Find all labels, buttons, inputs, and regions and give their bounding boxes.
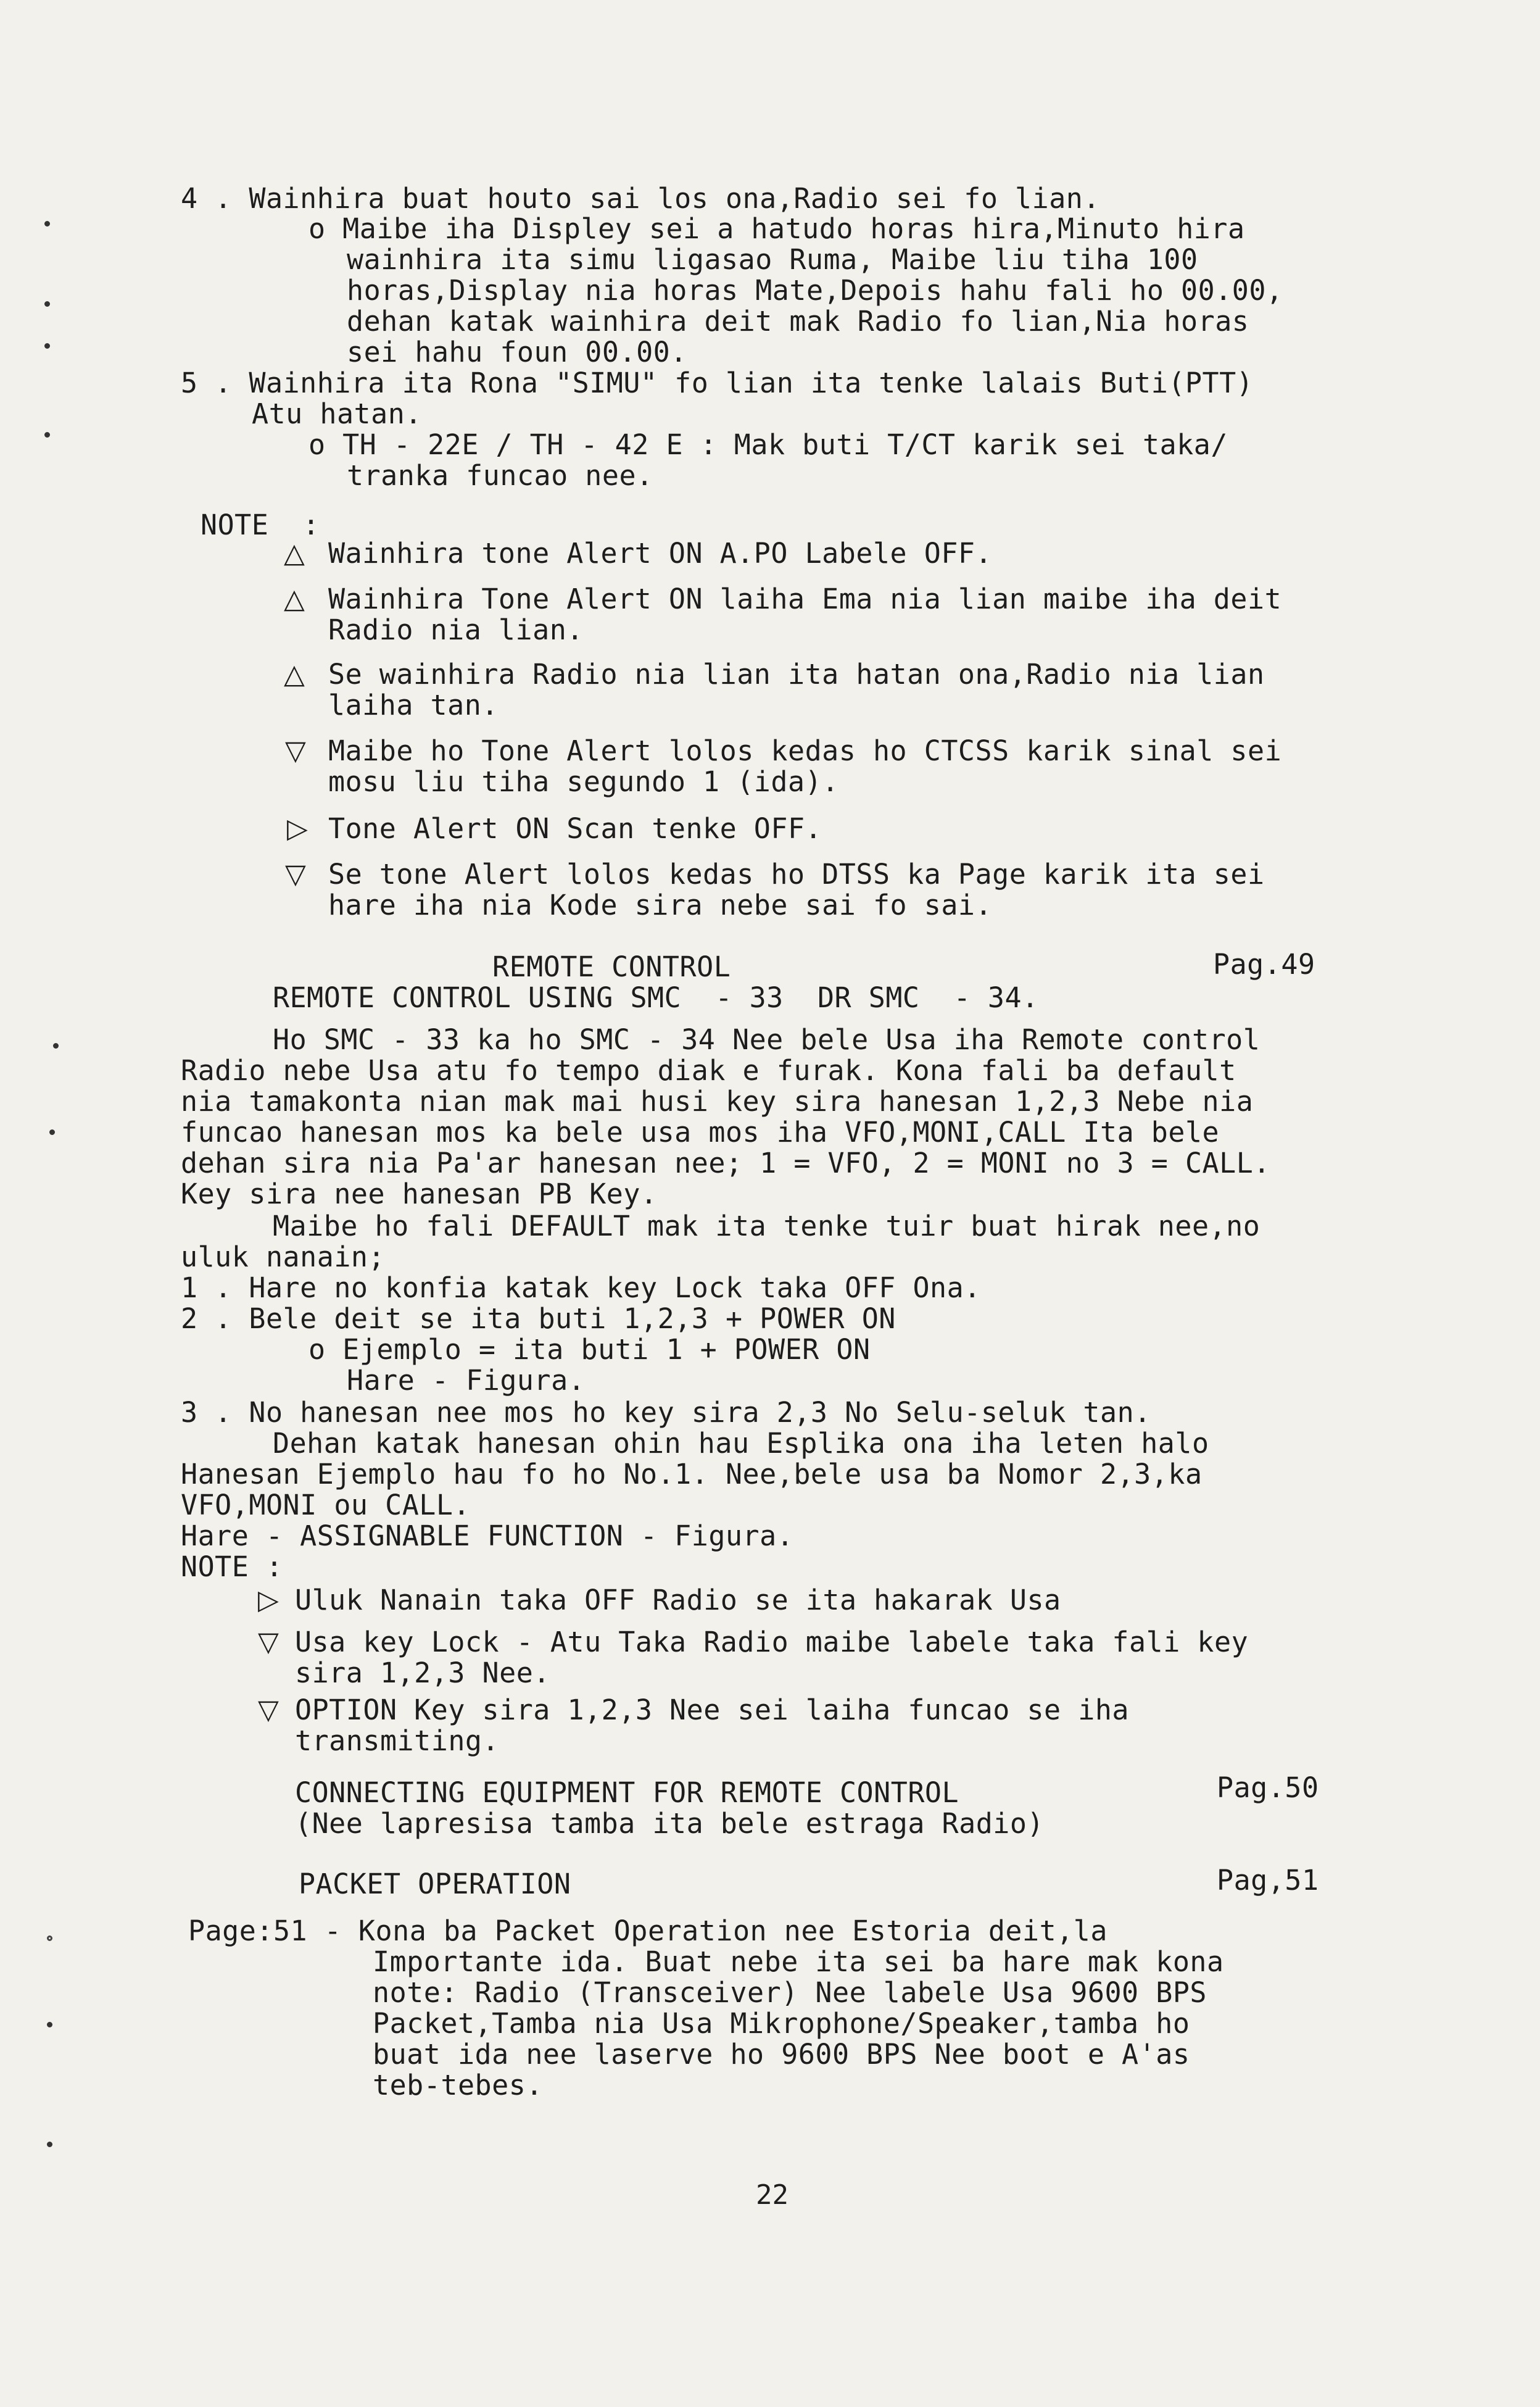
text-line: Maibe ho Tone Alert lolos kedas ho CTCSS karik sinal sei [328, 734, 1282, 767]
text-line: Radio nia lian. [328, 613, 584, 646]
text-line: Dehan katak hanesan ohin hau Esplika ona iha leten halo [273, 1427, 1209, 1460]
margin-dot [44, 221, 50, 227]
text-line: (Nee lapresisa tamba ita bele estraga Radio) [295, 1807, 1045, 1840]
text-line: tranka funcao nee. [347, 459, 653, 492]
note-heading: NOTE : [181, 1550, 283, 1583]
section-title: REMOTE CONTROL [492, 950, 731, 983]
warning-triangle-icon: △ [284, 659, 305, 690]
section-title: PACKET OPERATION [299, 1868, 571, 1900]
text-line: o Maibe iha Displey sei a hatudo horas hira,Minuto hira [308, 212, 1245, 245]
text-line: Radio nebe Usa atu fo tempo diak e furak. Kona fali ba default [181, 1054, 1236, 1087]
text-line: 2 . Bele deit se ita buti 1,2,3 + POWER ON [181, 1302, 896, 1335]
warning-triangle-icon: △ [284, 583, 305, 615]
text-line: uluk nanain; [181, 1241, 386, 1273]
margin-dot [44, 301, 50, 307]
text-line: Usa key Lock - Atu Taka Radio maibe labele taka fali key [295, 1626, 1249, 1658]
text-line: Hare - Figura. [347, 1364, 586, 1397]
text-line: Se wainhira Radio nia lian ita hatan ona,Radio nia lian [328, 658, 1265, 691]
text-line: 1 . Hare no konfia katak key Lock taka OFF Ona. [181, 1271, 981, 1304]
text-line: 4 . Wainhira buat houto sai los ona,Radio sei fo lian. [181, 182, 1100, 215]
text-line: VFO,MONI ou CALL. [181, 1489, 471, 1521]
text-line: o Ejemplo = ita buti 1 + POWER ON [308, 1333, 871, 1366]
margin-dot [53, 1043, 59, 1049]
triangle-down-icon: ▽ [285, 858, 306, 890]
page-reference: Pag,51 [1217, 1864, 1319, 1897]
section-title: CONNECTING EQUIPMENT FOR REMOTE CONTROL [295, 1776, 959, 1809]
text-line: note: Radio (Transceiver) Nee labele Usa 9600 BPS [373, 1976, 1207, 2009]
text-line: sira 1,2,3 Nee. [295, 1657, 550, 1689]
triangle-right-icon: ▷ [258, 1584, 279, 1616]
text-line: Uluk Nanain taka OFF Radio se ita hakarak Usa [295, 1584, 1061, 1616]
text-line: funcao hanesan mos ka bele usa mos iha VFO,MONI,CALL Ita bele [181, 1116, 1220, 1149]
triangle-right-icon: ▷ [287, 813, 308, 844]
text-line: Wainhira tone Alert ON A.PO Labele OFF. [328, 537, 993, 570]
text-line: Packet,Tamba nia Usa Mikrophone/Speaker,tamba ho [373, 2007, 1190, 2040]
text-line: dehan sira nia Pa'ar hanesan nee; 1 = VFO, 2 = MONI no 3 = CALL. [181, 1147, 1270, 1179]
triangle-down-icon: ▽ [258, 1626, 279, 1658]
text-line: OPTION Key sira 1,2,3 Nee sei laiha funcao se iha [295, 1694, 1130, 1726]
note-heading: NOTE : [201, 509, 320, 541]
text-line: Importante ida. Buat nebe ita sei ba hare mak kona [373, 1945, 1224, 1978]
text-line: o TH - 22E / TH - 42 E : Mak buti T/CT karik sei taka/ [308, 428, 1228, 461]
margin-dot [47, 2022, 52, 2027]
text-line: dehan katak wainhira deit mak Radio fo lian,Nia horas [347, 305, 1249, 338]
margin-dot [49, 1129, 55, 1135]
text-line: laiha tan. [328, 689, 499, 721]
text-line: Page:51 - Kona ba Packet Operation nee Estoria deit,la [188, 1914, 1107, 1947]
text-line: Atu hatan. [252, 397, 422, 430]
text-line: 5 . Wainhira ita Rona "SIMU" fo lian ita tenke lalais Buti(PTT) [181, 367, 1254, 399]
triangle-down-icon: ▽ [258, 1694, 279, 1726]
text-line: hare iha nia Kode sira nebe sai fo sai. [328, 889, 993, 921]
page-reference: Pag.50 [1217, 1771, 1319, 1804]
text-line: Tone Alert ON Scan tenke OFF. [328, 812, 822, 845]
page-reference: Pag.49 [1213, 948, 1315, 981]
page-number: 22 [756, 2179, 789, 2211]
text-line: Hare - ASSIGNABLE FUNCTION - Figura. [181, 1519, 794, 1552]
margin-dot [47, 2142, 52, 2147]
text-line: Ho SMC - 33 ka ho SMC - 34 Nee bele Usa iha Remote control [273, 1023, 1261, 1056]
text-line: mosu liu tiha segundo 1 (ida). [328, 765, 839, 798]
text-line: Wainhira Tone Alert ON laiha Ema nia lian maibe iha deit [328, 583, 1282, 615]
text-line: 3 . No hanesan nee mos ho key sira 2,3 No Selu-seluk tan. [181, 1396, 1151, 1429]
text-line: Maibe ho fali DEFAULT mak ita tenke tuir buat hirak nee,no [273, 1210, 1261, 1242]
text-line: Key sira nee hanesan PB Key. [181, 1178, 658, 1210]
text-line: buat ida nee laserve ho 9600 BPS Nee boot e A'as [373, 2038, 1190, 2071]
text-line: horas,Display nia horas Mate,Depois hahu fali ho 00.00, [347, 274, 1283, 307]
text-line: Se tone Alert lolos kedas ho DTSS ka Page karik ita sei [328, 858, 1265, 891]
warning-triangle-icon: △ [284, 538, 305, 569]
text-line: Hanesan Ejemplo hau fo ho No.1. Nee,bele usa ba Nomor 2,3,ka [181, 1458, 1203, 1490]
triangle-down-icon: ▽ [285, 735, 306, 767]
text-line: teb-tebes. [373, 2069, 543, 2101]
margin-dot [44, 343, 50, 349]
text-line: transmiting. [295, 1724, 500, 1757]
text-line: sei hahu foun 00.00. [347, 336, 687, 368]
margin-ring [47, 1935, 52, 1941]
text-line: wainhira ita simu ligasao Ruma, Maibe liu tiha 100 [347, 243, 1198, 276]
section-subtitle: REMOTE CONTROL USING SMC - 33 DR SMC - 34. [273, 981, 1039, 1014]
text-line: nia tamakonta nian mak mai husi key sira hanesan 1,2,3 Nebe nia [181, 1085, 1254, 1118]
margin-dot [44, 432, 50, 438]
